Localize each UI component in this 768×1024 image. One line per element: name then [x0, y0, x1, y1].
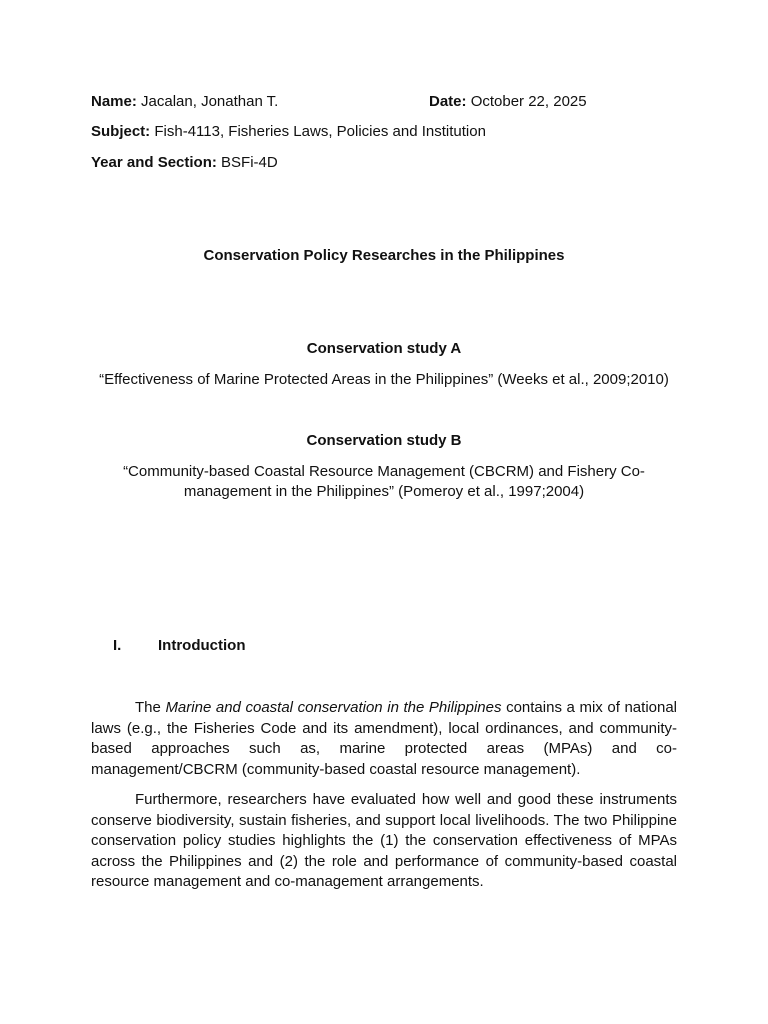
study-b-citation: “Community-based Coastal Resource Management (CBCRM) and Fishery Co-management in the Philippines” (Pomeroy et al., 1997;2004)	[123, 463, 645, 500]
section-line	[91, 153, 278, 173]
name-line	[91, 92, 278, 112]
study-b-heading: Conservation study B	[306, 432, 462, 449]
p1-pre: The	[135, 699, 166, 716]
section-label: Year and Section:	[91, 154, 217, 171]
section-number: I.	[113, 637, 122, 654]
name-label: Name:	[91, 93, 137, 110]
subject-line	[91, 122, 486, 142]
date-label: Date:	[429, 93, 467, 110]
p1-post: contains a mix of national laws (e.g., the Fisheries Code and its amendment), local ordinances, and community-based approaches such as, marine protected areas (MPAs) and co-management/CBCRM (community-based coastal resource management).	[91, 699, 678, 778]
document-title: Conservation Policy Researches in the Philippines	[203, 247, 565, 264]
study-a-heading: Conservation study A	[306, 340, 462, 357]
intro-paragraph-1	[91, 698, 677, 780]
section-value: BSFi-4D	[221, 154, 278, 171]
intro-paragraph-2: Furthermore, researchers have evaluated how well and good these instruments conserve biodiversity, sustain fisheries, and support local livelihoods. The two Philippine conservation policy studies highlights the (1) the conservation effectiveness of MPAs across the Philippines and (2) the role and performance of community-based coastal resource management and co-management arrangements.	[91, 791, 677, 890]
p1-italic: Marine and coastal conservation in the Philippines	[165, 699, 502, 716]
name-value: Jacalan, Jonathan T.	[141, 93, 279, 110]
section-title: Introduction	[158, 637, 246, 654]
subject-label: Subject:	[91, 123, 151, 140]
subject-value: Fish-4113, Fisheries Laws, Policies and Institution	[154, 123, 486, 140]
study-a-citation: “Effectiveness of Marine Protected Areas in the Philippines” (Weeks et al., 2009;2010)	[99, 371, 669, 388]
date-value: October 22, 2025	[470, 93, 587, 110]
date-line	[429, 92, 587, 112]
